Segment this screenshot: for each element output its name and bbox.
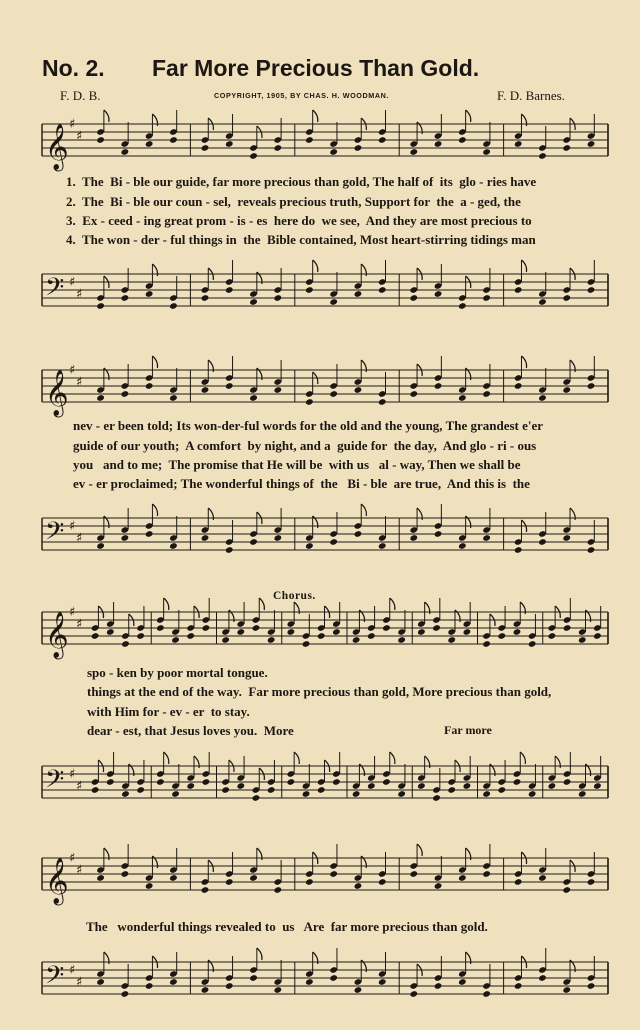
composer-credit: F. D. Barnes. (497, 88, 565, 103)
note-head (145, 982, 154, 990)
note-head (378, 878, 387, 886)
note-head (378, 542, 387, 550)
note-head (482, 640, 491, 648)
note-head (225, 286, 234, 294)
lyric-line: dear - est, that Jesus loves you. More (87, 723, 294, 738)
sharp-icon: ♯ (69, 963, 76, 978)
note-head (562, 386, 571, 394)
note-head (397, 636, 406, 644)
lyric-line: you and to me; The promise that He will be with us al - way, Then we shall be (73, 457, 521, 472)
note-head (378, 286, 387, 294)
bass-clef-icon: 𝄢 (45, 961, 65, 996)
note-head (538, 152, 547, 160)
note-head (352, 790, 361, 798)
note-head (538, 394, 547, 402)
note-head (593, 782, 602, 790)
note-head (578, 790, 587, 798)
note-flag (466, 110, 471, 122)
hymn-number: No. 2. (42, 55, 105, 81)
note-head (221, 786, 230, 794)
note-head (458, 136, 467, 144)
note-flag (313, 110, 318, 122)
note-head (409, 870, 418, 878)
note-head (562, 986, 571, 994)
note-head (267, 786, 276, 794)
note-head (382, 778, 391, 786)
note-head (397, 790, 406, 798)
note-flag (257, 948, 262, 960)
note-head (329, 538, 338, 546)
sharp-icon: ♯ (76, 975, 83, 990)
note-head (136, 632, 145, 640)
note-head (273, 386, 282, 394)
note-head (156, 778, 165, 786)
note-head (409, 148, 418, 156)
lyric-line: spo - ken by poor mortal tongue. (87, 665, 268, 680)
note-flag (259, 598, 264, 610)
note-head (482, 790, 491, 798)
note-head (96, 394, 105, 402)
treble-staff (0, 364, 640, 418)
note-head (354, 386, 363, 394)
sharp-icon: ♯ (69, 519, 76, 534)
note-flag (521, 356, 526, 368)
sharp-icon: ♯ (69, 117, 76, 132)
note-head (548, 782, 557, 790)
note-head (136, 786, 145, 794)
note-head (236, 782, 245, 790)
note-head (332, 778, 341, 786)
note-head (434, 882, 443, 890)
note-head (305, 286, 314, 294)
note-head (96, 978, 105, 986)
bass-staff (0, 512, 640, 566)
note-head (482, 390, 491, 398)
note-head (201, 386, 210, 394)
sharp-icon: ♯ (76, 531, 83, 546)
note-head (562, 534, 571, 542)
chorus-label: Chorus. (273, 590, 316, 602)
note-head (432, 794, 441, 802)
note-head (305, 878, 314, 886)
note-head (145, 290, 154, 298)
treble-clef-icon: 𝄞 (45, 370, 69, 416)
note-flag (390, 598, 395, 610)
note-head (378, 398, 387, 406)
note-head (317, 632, 326, 640)
sharp-icon: ♯ (76, 779, 83, 794)
bass-clef-icon: 𝄢 (45, 765, 65, 800)
note-flag (521, 260, 526, 272)
note-head (273, 534, 282, 542)
sharp-icon: ♯ (76, 617, 83, 632)
lyric-line: 3. Ex - ceed - ing great prom - is - es here do we see, And they are most precious to (66, 213, 532, 228)
copyright-notice: COPYRIGHT, 1905, BY CHAS. H. WOODMAN. (214, 91, 390, 100)
note-head (145, 140, 154, 148)
note-head (432, 624, 441, 632)
note-head (96, 136, 105, 144)
note-head (463, 782, 472, 790)
note-head (145, 530, 154, 538)
note-head (329, 298, 338, 306)
note-flag (417, 844, 422, 856)
note-head (458, 978, 467, 986)
note-head (169, 302, 178, 310)
note-head (482, 294, 491, 302)
note-head (354, 986, 363, 994)
bass-staff (0, 956, 640, 1010)
note-flag (390, 752, 395, 764)
note-head (434, 530, 443, 538)
note-head (514, 286, 523, 294)
note-head (225, 140, 234, 148)
note-head (514, 382, 523, 390)
note-head (354, 290, 363, 298)
note-head (249, 538, 258, 546)
note-head (225, 982, 234, 990)
note-head (587, 546, 596, 554)
note-head (96, 874, 105, 882)
note-head (354, 144, 363, 152)
note-head (221, 636, 230, 644)
note-head (378, 136, 387, 144)
sharp-icon: ♯ (69, 851, 76, 866)
hymn-title: Far More Precious Than Gold. (152, 55, 480, 81)
note-head (287, 778, 296, 786)
sharp-icon: ♯ (69, 605, 76, 620)
note-flag (164, 752, 169, 764)
sharp-icon: ♯ (76, 375, 83, 390)
lyric-line: ev - er proclaimed; The wonderful things of the Bi - ble are true, And this is the (73, 476, 530, 491)
note-head (587, 382, 596, 390)
note-head (169, 978, 178, 986)
note-head (302, 640, 311, 648)
note-head (252, 794, 261, 802)
note-head (171, 790, 180, 798)
note-flag (294, 752, 299, 764)
note-head (378, 978, 387, 986)
note-head (587, 140, 596, 148)
note-head (434, 382, 443, 390)
note-head (171, 636, 180, 644)
note-head (458, 394, 467, 402)
note-head (121, 390, 130, 398)
note-head (91, 786, 100, 794)
note-flag (313, 260, 318, 272)
note-head (305, 136, 314, 144)
sharp-icon: ♯ (69, 363, 76, 378)
treble-clef-icon: 𝄞 (45, 858, 69, 904)
note-head (273, 294, 282, 302)
sharp-icon: ♯ (69, 767, 76, 782)
note-flag (104, 110, 109, 122)
note-head (482, 990, 491, 998)
note-head (225, 546, 234, 554)
note-head (538, 298, 547, 306)
note-head (563, 778, 572, 786)
treble-clef-icon: 𝄞 (45, 612, 69, 658)
note-head (578, 636, 587, 644)
note-head (514, 982, 523, 990)
note-head (249, 152, 258, 160)
note-head (409, 534, 418, 542)
lyric-line: 1. The Bi - ble our guide, far more precious than gold, The half of its glo - ries have (66, 174, 537, 189)
sharp-icon: ♯ (76, 863, 83, 878)
lyric-line: The wonderful things revealed to us Are far more precious than gold. (86, 919, 488, 934)
note-head (329, 870, 338, 878)
treble-staff (0, 852, 640, 906)
note-head (538, 874, 547, 882)
note-head (528, 790, 537, 798)
lyric-line-alto: Far more (444, 723, 492, 737)
note-head (236, 628, 245, 636)
note-head (514, 878, 523, 886)
lyric-line: 4. The won - der - ful things in the Bible contained, Most heart-stirring tidings man (66, 232, 536, 247)
note-head (447, 636, 456, 644)
treble-staff (0, 118, 640, 172)
note-head (249, 874, 258, 882)
note-head (513, 778, 522, 786)
note-head (121, 294, 130, 302)
note-head (121, 870, 130, 878)
note-flag (361, 504, 366, 516)
note-head (538, 538, 547, 546)
note-head (563, 624, 572, 632)
sharp-icon: ♯ (76, 129, 83, 144)
note-head (354, 530, 363, 538)
note-head (329, 974, 338, 982)
note-head (305, 978, 314, 986)
note-head (201, 144, 210, 152)
note-head (225, 382, 234, 390)
bass-clef-icon: 𝄢 (45, 273, 65, 308)
note-head (186, 632, 195, 640)
note-head (447, 786, 456, 794)
note-head (538, 974, 547, 982)
note-head (273, 144, 282, 152)
note-head (528, 640, 537, 648)
note-head (121, 640, 130, 648)
bass-clef-icon: 𝄢 (45, 517, 65, 552)
bass-staff (0, 268, 640, 322)
note-head (409, 990, 418, 998)
note-head (121, 534, 130, 542)
note-head (562, 886, 571, 894)
note-head (106, 628, 115, 636)
note-head (317, 786, 326, 794)
note-head (201, 886, 210, 894)
note-head (497, 632, 506, 640)
note-head (587, 878, 596, 886)
note-head (417, 628, 426, 636)
note-head (302, 790, 311, 798)
note-head (201, 534, 210, 542)
note-head (409, 390, 418, 398)
lyricist-credit: F. D. B. (60, 88, 101, 103)
note-head (202, 778, 211, 786)
note-head (156, 624, 165, 632)
note-head (434, 982, 443, 990)
note-head (482, 148, 491, 156)
note-head (482, 870, 491, 878)
note-flag (152, 356, 157, 368)
note-head (252, 624, 261, 632)
note-flag (164, 598, 169, 610)
note-head (121, 990, 130, 998)
note-head (169, 394, 178, 402)
note-head (458, 874, 467, 882)
treble-clef-icon: 𝄞 (45, 124, 69, 170)
note-head (201, 986, 210, 994)
note-head (201, 294, 210, 302)
note-head (587, 982, 596, 990)
lyric-line: guide of our youth; A comfort by night, and a guide for the day, And glo - ri - ous (73, 438, 537, 453)
note-head (463, 628, 472, 636)
note-head (329, 148, 338, 156)
note-head (225, 878, 234, 886)
note-flag (152, 504, 157, 516)
note-head (329, 390, 338, 398)
lyric-line: 2. The Bi - ble our coun - sel, reveals precious truth, Support for the a - ged, the (66, 194, 521, 209)
note-head (354, 882, 363, 890)
note-head (305, 542, 314, 550)
note-head (267, 636, 276, 644)
note-head (169, 874, 178, 882)
note-head (497, 786, 506, 794)
note-head (91, 632, 100, 640)
note-head (202, 624, 211, 632)
note-head (169, 136, 178, 144)
note-head (287, 628, 296, 636)
note-head (434, 140, 443, 148)
note-head (305, 398, 314, 406)
note-head (186, 782, 195, 790)
note-head (513, 628, 522, 636)
note-head (482, 534, 491, 542)
note-head (249, 974, 258, 982)
sharp-icon: ♯ (69, 275, 76, 290)
note-head (587, 286, 596, 294)
lyric-line: things at the end of the way. Far more precious than gold, More precious than gold, (87, 684, 552, 699)
note-head (458, 302, 467, 310)
note-head (106, 778, 115, 786)
lyric-line: with Him for - ev - er to stay. (87, 704, 250, 719)
note-head (249, 394, 258, 402)
note-head (514, 140, 523, 148)
note-head (593, 632, 602, 640)
treble-staff (0, 606, 640, 660)
note-head (332, 628, 341, 636)
note-head (417, 782, 426, 790)
note-head (434, 290, 443, 298)
note-head (548, 632, 557, 640)
note-head (514, 546, 523, 554)
note-head (367, 782, 376, 790)
note-head (562, 294, 571, 302)
sharp-icon: ♯ (76, 287, 83, 302)
note-head (121, 148, 130, 156)
note-head (249, 298, 258, 306)
note-head (145, 882, 154, 890)
note-head (96, 542, 105, 550)
note-head (562, 144, 571, 152)
note-head (273, 986, 282, 994)
note-flag (520, 752, 525, 764)
note-head (169, 542, 178, 550)
note-head (121, 790, 130, 798)
bass-staff (0, 760, 640, 814)
note-head (96, 302, 105, 310)
note-head (382, 624, 391, 632)
note-head (352, 636, 361, 644)
note-head (367, 632, 376, 640)
note-head (409, 294, 418, 302)
lyric-line: nev - er been told; Its won-der-ful words for the old and the young, The grandest e'er (73, 418, 544, 433)
note-head (145, 382, 154, 390)
note-head (273, 886, 282, 894)
note-head (458, 542, 467, 550)
